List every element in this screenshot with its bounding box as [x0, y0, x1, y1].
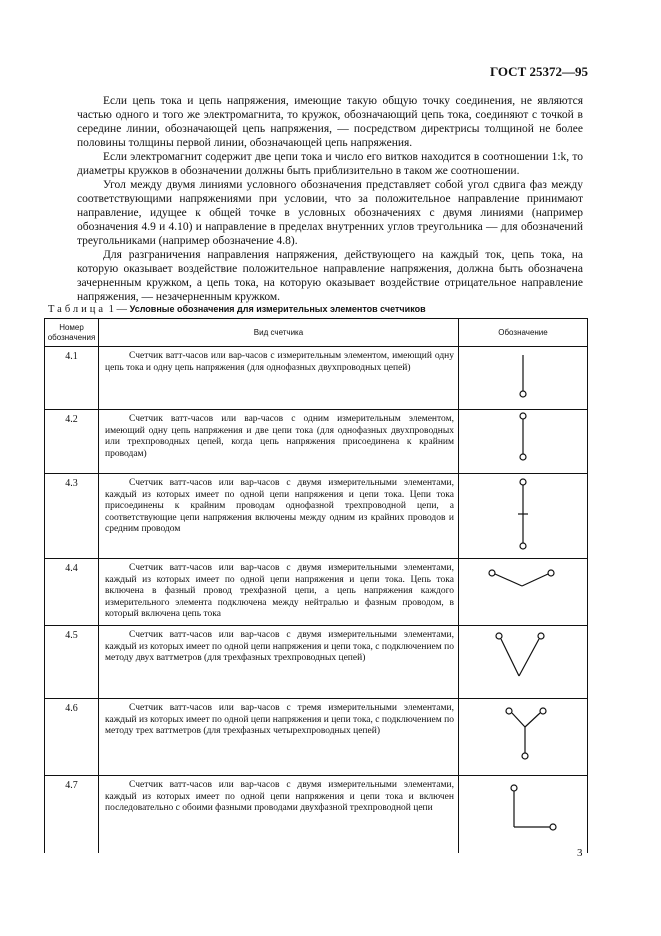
row-number: 4.7 [45, 776, 99, 854]
row-number: 4.5 [45, 626, 99, 699]
wide-v-icon [459, 559, 588, 626]
paragraph: Если электромагнит содержит две цепи тока и число его витков находится в соотношении 1:k, то диаметры кружков в обозначении должны быть приблизительно в таком же соотношении. [77, 151, 583, 177]
table-row [45, 699, 588, 776]
body-text [77, 94, 583, 304]
table-caption [48, 304, 426, 315]
y-icon [459, 699, 588, 776]
row-description: Счетчик ватт-часов или вар-часов с измерительным элементом, имеющий одну цепь тока и одну цепь напряжения (для однофазных двухпроводных цепей) [99, 347, 459, 410]
table-row [45, 776, 588, 854]
column-header-type: Вид счетчика [99, 319, 459, 347]
row-description: Счетчик ватт-часов или вар-часов с двумя измерительными элементами, каждый из которых имеет по одной цепи напряжения и цепи тока. Цепи тока присоединены к крайним проводам однофазной трехпроводной цепи, а соответствующие цепи напряжения включены между одним из крайних проводов и средним проводом [99, 474, 459, 559]
table-row [45, 626, 588, 699]
document-code: ГОСТ 25372—95 [489, 64, 588, 79]
paragraph: Если цепь тока и цепь напряжения, имеющие такую общую точку соединения, не являются частью одного и того же электромагнита, то кружок, обозначающий цепь тока, соединяют с точкой в середине линии, обозначающей цепь напряжения, — посредством директрисы толщиной не более половины толщины первой линии, обозначающей цепь напряжения. [77, 95, 583, 149]
paragraph: Для разграничения направления напряжения, действующего на каждый ток, цепь тока, на которую оказывает воздействие положительное направление напряжения, должна быть обозначена зачерненным кружком, а цепь тока, на которую оказывает воздействие отрицательное направление напряжения, — незачерненным кружком. [77, 249, 583, 303]
line-with-midtick-icon [459, 474, 588, 559]
row-number: 4.1 [45, 347, 99, 410]
table-row [45, 559, 588, 626]
table-row [45, 410, 588, 474]
column-header-symbol: Обозначение [459, 319, 588, 347]
table-row [45, 347, 588, 410]
table-row [45, 474, 588, 559]
column-header-number: Номер обозначения [45, 319, 99, 347]
row-description: Счетчик ватт-часов или вар-часов с двумя измерительными элементами, каждый из которых имеет по одной цепи напряжения и цепи тока, с подключением по методу двух ваттметров (для трехфазных трехпроводных цепей) [99, 626, 459, 699]
l-shape-icon [459, 776, 588, 854]
paragraph: Угол между двумя линиями условного обозначения представляет собой угол сдвига фаз между соответствующими напряжениями при условии, что за положительное направление принимают направление, идущее к общей точке в условных обозначениях с двумя линиями (например обозначения 4.9 и 4.10) и направление в пределах внутренних углов треугольника — для обозначений треугольниками (например обозначение 4.8). [77, 179, 583, 247]
page-number: 3 [577, 847, 583, 859]
table-header-row [45, 319, 588, 347]
row-description: Счетчик ватт-часов или вар-часов с одним измерительным элементом, имеющий одну цепь напряжения и две цепи тока (для однофазных двухпроводных или трехпроводных цепей, когда цепь напряжения присоединена к крайним проводам) [99, 410, 459, 474]
symbols-table [44, 318, 588, 853]
table-caption-text: Условные обозначения для измерительных элементов счетчиков [129, 304, 426, 314]
two-circle-line-icon [459, 410, 588, 474]
table-caption-number: 1 — [108, 304, 128, 315]
single-line-icon [459, 347, 588, 410]
table-caption-prefix: Таблица [48, 304, 107, 315]
row-number: 4.2 [45, 410, 99, 474]
row-description: Счетчик ватт-часов или вар-часов с тремя измерительными элементами, каждый из которых имеет по одной цепи напряжения и цепи тока, с подключением по методу трех ваттметров (для трехфазных четырехпроводных цепей) [99, 699, 459, 776]
row-number: 4.6 [45, 699, 99, 776]
row-description: Счетчик ватт-часов или вар-часов с двумя измерительными элементами, каждый из которых имеет по одной цепи напряжения и цепи тока и включен последовательно с обоими фазными проводами двухфазной трехпроводной цепи [99, 776, 459, 854]
v-icon [459, 626, 588, 699]
row-number: 4.3 [45, 474, 99, 559]
row-description: Счетчик ватт-часов или вар-часов с двумя измерительными элементами, каждый из которых имеет по одной цепи напряжения и цепи тока. Цепь тока включена в фазный провод трехфазной цепи, а цепь напряжения каждого измерительного элемента подключена между нейтралью и фазным проводом, в который включена цепь тока [99, 559, 459, 626]
row-number: 4.4 [45, 559, 99, 626]
